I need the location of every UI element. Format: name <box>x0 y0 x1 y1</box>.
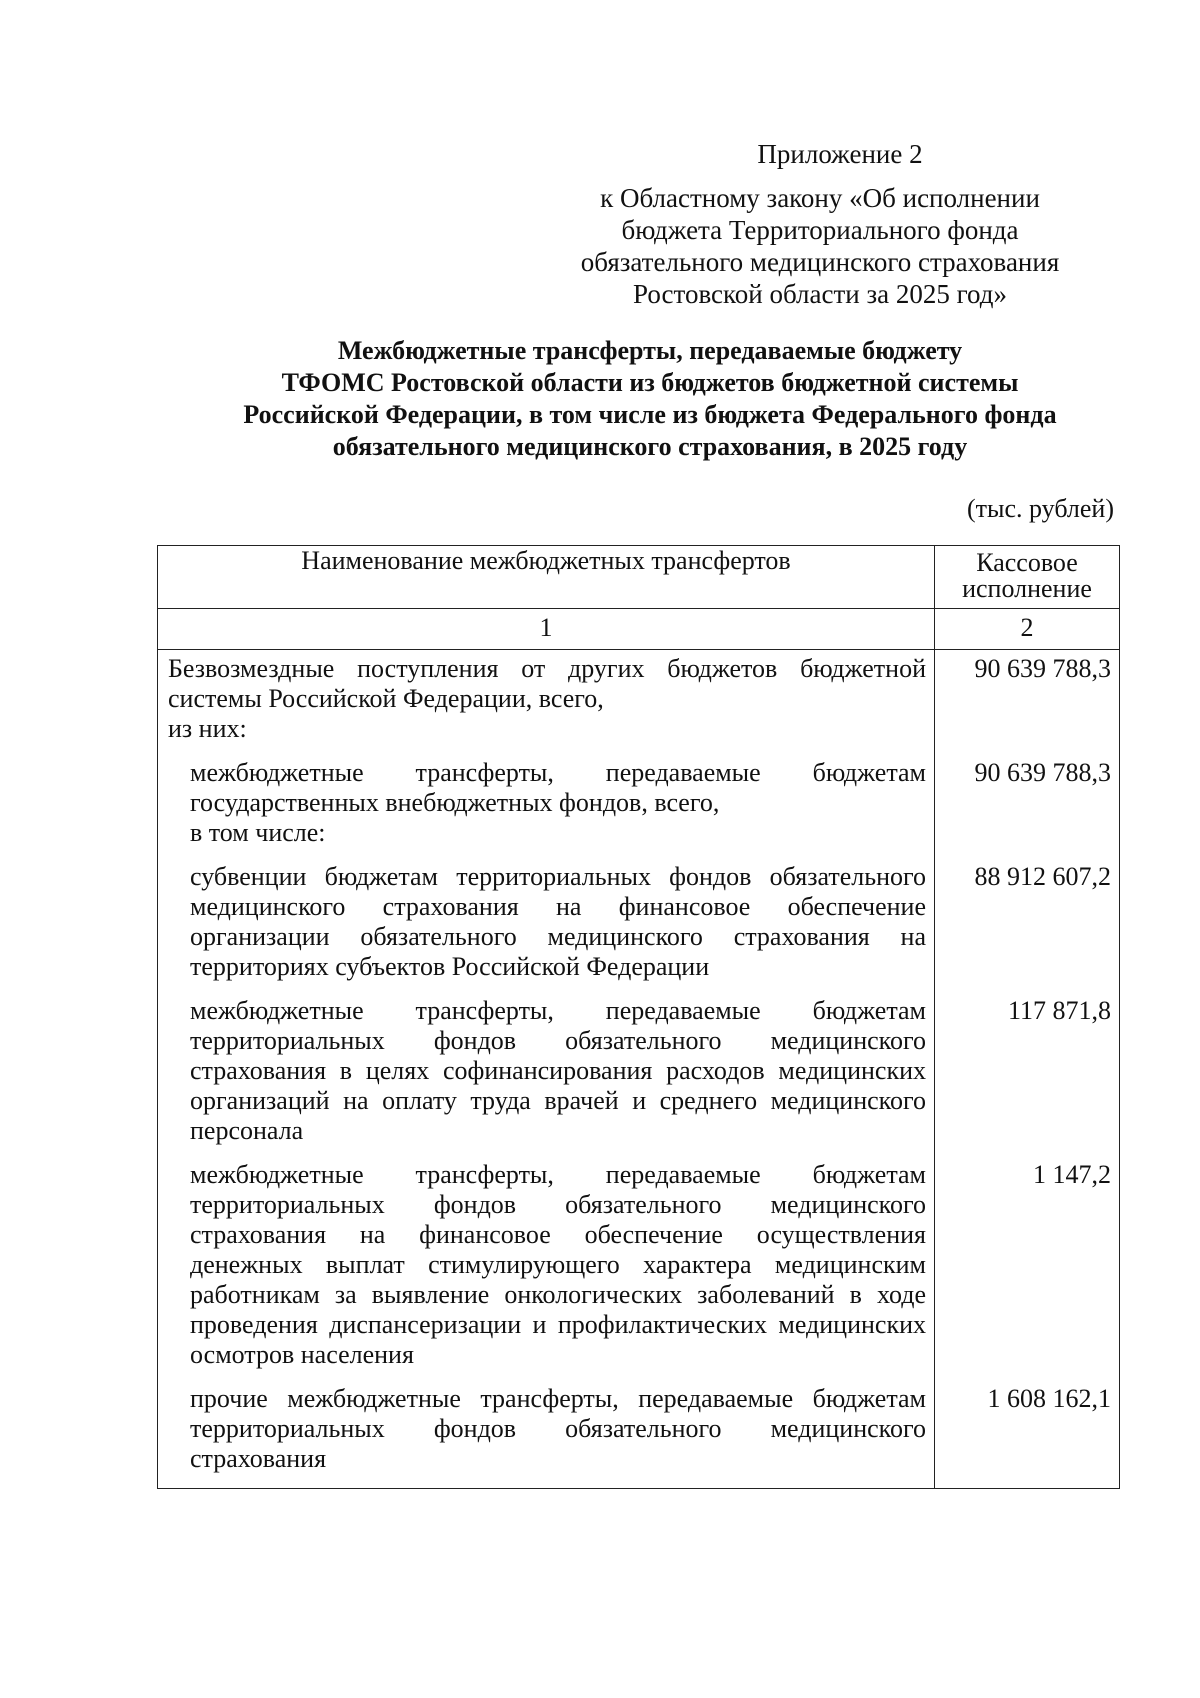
row-name: межбюджетные трансферты, передаваемые бюджетам территориальных фондов обязательного медицинского страхования на финансовое обеспечение осуществления денежных выплат стимулирующего характера медицинским работникам за выявление онкологических заболеваний в ходе проведения диспансеризации и профилактических медицинских осмотров населения <box>158 1160 935 1384</box>
appendix-line: Ростовской области за 2025 год» <box>633 279 1007 309</box>
document-title <box>130 335 1170 463</box>
row-name-text: Безвозмездные поступления от других бюджетов бюджетной системы Российской Федерации, всего, <box>168 654 926 713</box>
table-row <box>158 996 1120 1160</box>
header-value-line: Кассовое <box>976 548 1078 577</box>
appendix-line: бюджета Территориального фонда <box>621 215 1019 245</box>
column-number: 1 <box>158 609 935 650</box>
row-name <box>158 758 935 862</box>
table-row <box>158 650 1120 759</box>
row-name-tail: из них: <box>168 714 247 743</box>
row-name: прочие межбюджетные трансферты, передаваемые бюджетам территориальных фондов обязательного медицинского страхования <box>158 1384 935 1489</box>
row-value: 1 147,2 <box>935 1160 1120 1384</box>
row-name: межбюджетные трансферты, передаваемые бюджетам территориальных фондов обязательного медицинского страхования в целях софинансирования расходов медицинских организаций на оплату труда врачей и среднего медицинского персонала <box>158 996 935 1160</box>
column-number-row <box>158 609 1120 650</box>
row-name: субвенции бюджетам территориальных фондов обязательного медицинского страхования на финансовое обеспечение организации обязательного медицинского страхования на территориях субъектов Российской Федерации <box>158 862 935 996</box>
row-value: 88 912 607,2 <box>935 862 1120 996</box>
row-value: 90 639 788,3 <box>935 650 1120 759</box>
appendix-line: к Областному закону «Об исполнении <box>600 183 1040 213</box>
header-value <box>935 546 1120 609</box>
appendix-number: Приложение 2 <box>757 139 923 169</box>
table-row <box>158 862 1120 996</box>
title-line: ТФОМС Ростовской области из бюджетов бюджетной системы <box>281 368 1019 397</box>
row-name <box>158 650 935 759</box>
header-name: Наименование межбюджетных трансфертов <box>158 546 935 609</box>
column-number: 2 <box>935 609 1120 650</box>
appendix-header <box>520 138 1120 310</box>
table-row <box>158 1384 1120 1489</box>
header-value-line: исполнение <box>962 574 1092 603</box>
units-note: (тыс. рублей) <box>966 494 1114 523</box>
table-row <box>158 758 1120 862</box>
title-line: Межбюджетные трансферты, передаваемые бюджету <box>337 336 963 365</box>
row-name-tail: в том числе: <box>190 818 326 847</box>
appendix-line: обязательного медицинского страхования <box>580 247 1060 277</box>
table-header-row <box>158 546 1120 609</box>
row-value: 90 639 788,3 <box>935 758 1120 862</box>
title-line: обязательного медицинского страхования, в 2025 году <box>332 432 968 461</box>
row-name-text: межбюджетные трансферты, передаваемые бюджетам государственных внебюджетных фондов, всего, <box>190 758 926 817</box>
row-value: 1 608 162,1 <box>935 1384 1120 1489</box>
row-value: 117 871,8 <box>935 996 1120 1160</box>
transfers-table <box>157 545 1120 1489</box>
table-row <box>158 1160 1120 1384</box>
title-line: Российской Федерации, в том числе из бюджета Федерального фонда <box>243 400 1057 429</box>
